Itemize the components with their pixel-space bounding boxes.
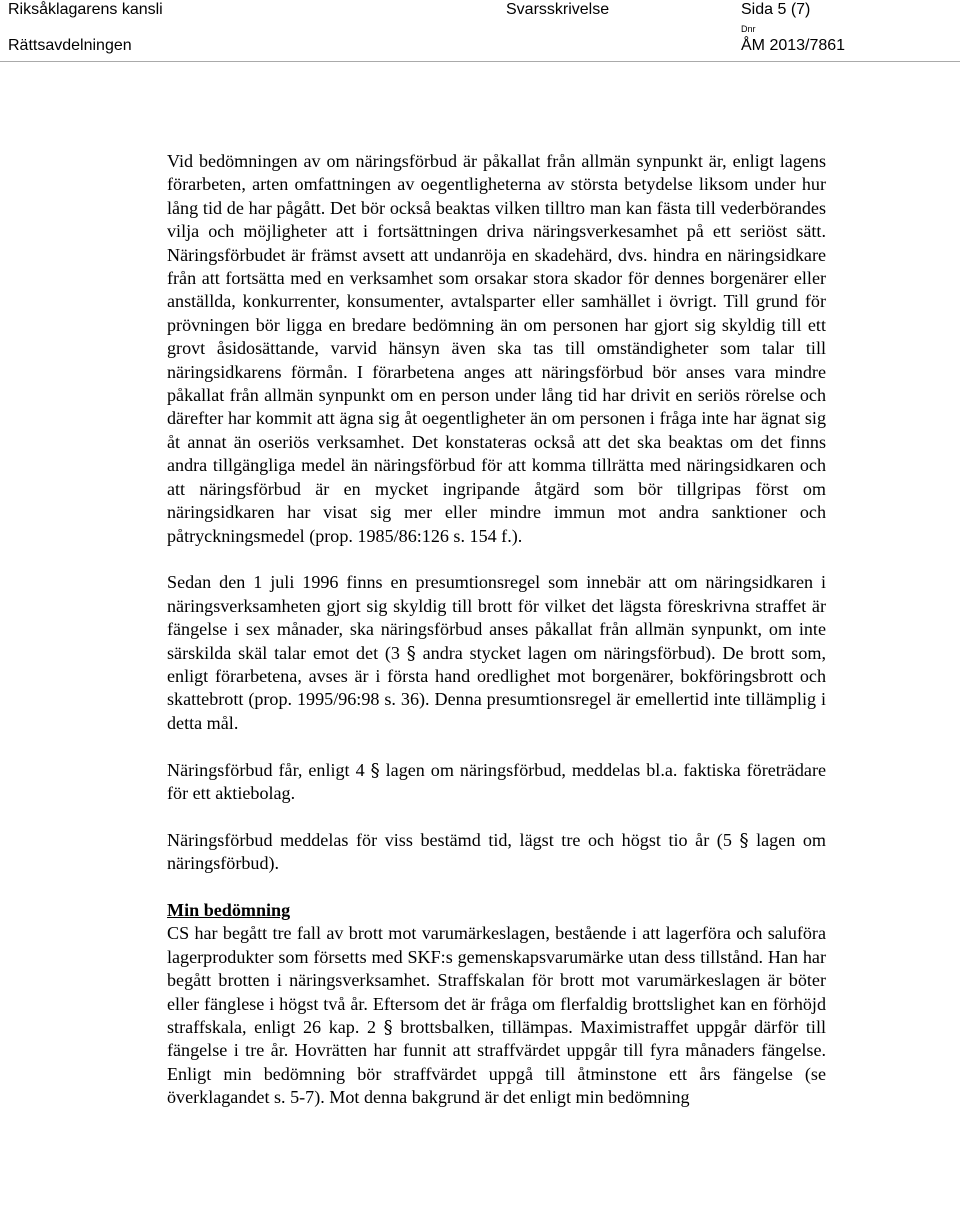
paragraph-text: andra stycket lagen om näringsförbud). De brott som, enligt förarbetena, avses är i första hand oredlighet mot borgenärer, bokföringsbrott och skattebrott (prop. 1995/96:98 s. 36). Denna presumtionsregel är emellertid inte tillämplig i detta mål. bbox=[167, 642, 826, 733]
page-header bbox=[0, 0, 960, 60]
document-body bbox=[167, 150, 826, 1110]
paragraph-text: Sedan den 1 juli 1996 finns en presumtionsregel som innebär att om näringsidkaren i näringsverksamheten gjort sig skyldig till brott för vilket det lägsta föreskrivna straffet är fängelse i sex månader, ska näringsförbud anses påkallat från allmän synpunkt, om inte särskilda skäl talar emot det (3 bbox=[167, 572, 826, 663]
paragraph-presumption-rule bbox=[167, 571, 826, 735]
header-divider bbox=[0, 61, 960, 62]
section-sign: § bbox=[406, 642, 416, 664]
section-heading: Min bedömning bbox=[167, 899, 291, 920]
section-sign: § bbox=[370, 759, 380, 781]
paragraph-ban-duration bbox=[167, 829, 826, 876]
paragraph-de-facto-representative bbox=[167, 759, 826, 806]
paragraph-text: CS har begått tre fall av brott mot varumärkeslagen, bestående i att lagerföra och saluföra lagerprodukter som försetts med SKF:s gemenskapsvarumärke utan dess tillstånd. Han har begått brotten i näringsverksamhet. Straffskalan för brott mot varumärkeslagen är böter eller fänglese i högst två år. Eftersom det är fråga om flerfaldig brottslighet kan en förhöjd straffskala, enligt 26 kap. 2 bbox=[167, 923, 826, 1037]
paragraph-text: Näringsförbud får, enligt 4 bbox=[167, 759, 371, 780]
dnr-label: Dnr bbox=[741, 24, 756, 34]
dnr-number: ÅM 2013/7861 bbox=[741, 37, 846, 54]
department-name: Rättsavdelningen bbox=[8, 37, 132, 54]
page-number: Sida 5 (7) bbox=[741, 1, 811, 18]
document-type: Svarsskrivelse bbox=[506, 1, 610, 18]
section-sign: § bbox=[383, 1016, 393, 1038]
paragraph-assessment-criteria: Vid bedömningen av om näringsförbud är påkallat från allmän synpunkt är, enligt lagens förarbeten, arten omfattningen av oegentligheterna av största betydelse liksom under hur lång tid de har pågått. Det bör också beaktas vilken tilltro man kan fästa till vederbörandes vilja och möjligheter att i fortsättningen driva näringsverkesamhet på ett seriöst sätt. Näringsförbudet är främst avsett att undanröja en skadehärd, dvs. hindra en näringsidkare från att fortsätta med en verksamhet som orsakar stora skador för dennes borgenärer eller anställda, konkurrenter, konsumenter, avtalsparter eller samhället i övrigt. Till grund för prövningen bör ligga en bredare bedömning än om personen har gjort sig skyldig till ett grovt åsidosättande, varvid hänsyn även ska tas till omständigheter som talar till näringsidkarens förmån. I förarbetena anges att näringsförbud bör anses vara mindre påkallat från allmän synpunkt om en person under lång tid har drivit en seriös rörelse och därefter har kommit att ägna sig åt oegentligheter än om personen i fråga inte har ägnat sig åt annat än oseriös verksamhet. Det konstateras också att det ska beaktas om det finns andra tillgängliga medel än näringsförbud för att komma tillrätta med näringsidkaren och att näringsförbud är en mycket ingripande åtgärd som bör tillgripas först om näringsidkaren har visat sig mer eller mindre immun mot andra sanktioner och påtryckningsmedel (prop. 1985/86:126 s. 154 f.). bbox=[167, 151, 826, 546]
paragraph-text: Näringsförbud meddelas för viss bestämd tid, lägst tre och högst tio år (5 bbox=[167, 829, 740, 850]
section-sign: § bbox=[739, 829, 749, 851]
paragraph-text: lagen om näringsförbud, meddelas bl.a. faktiska företrädare för ett aktiebolag. bbox=[167, 759, 826, 803]
organization-name: Riksåklagarens kansli bbox=[8, 1, 163, 18]
paragraph-text: lagen om näringsförbud). bbox=[167, 829, 826, 874]
paragraph-text: brottsbalken, tillämpas. Maximistraffet uppgår därför till fängelse i tre år. Hovrätten har funnit att straffvärdet uppgår till fyra månaders fängelse. Enligt min bedömning bör straffvärdet uppgå till åtminstone ett års fängelse (se överklagandet s. 5-7). Mot denna bakgrund är det enligt min bedömning bbox=[167, 1016, 826, 1108]
paragraph-my-assessment bbox=[167, 899, 826, 1110]
